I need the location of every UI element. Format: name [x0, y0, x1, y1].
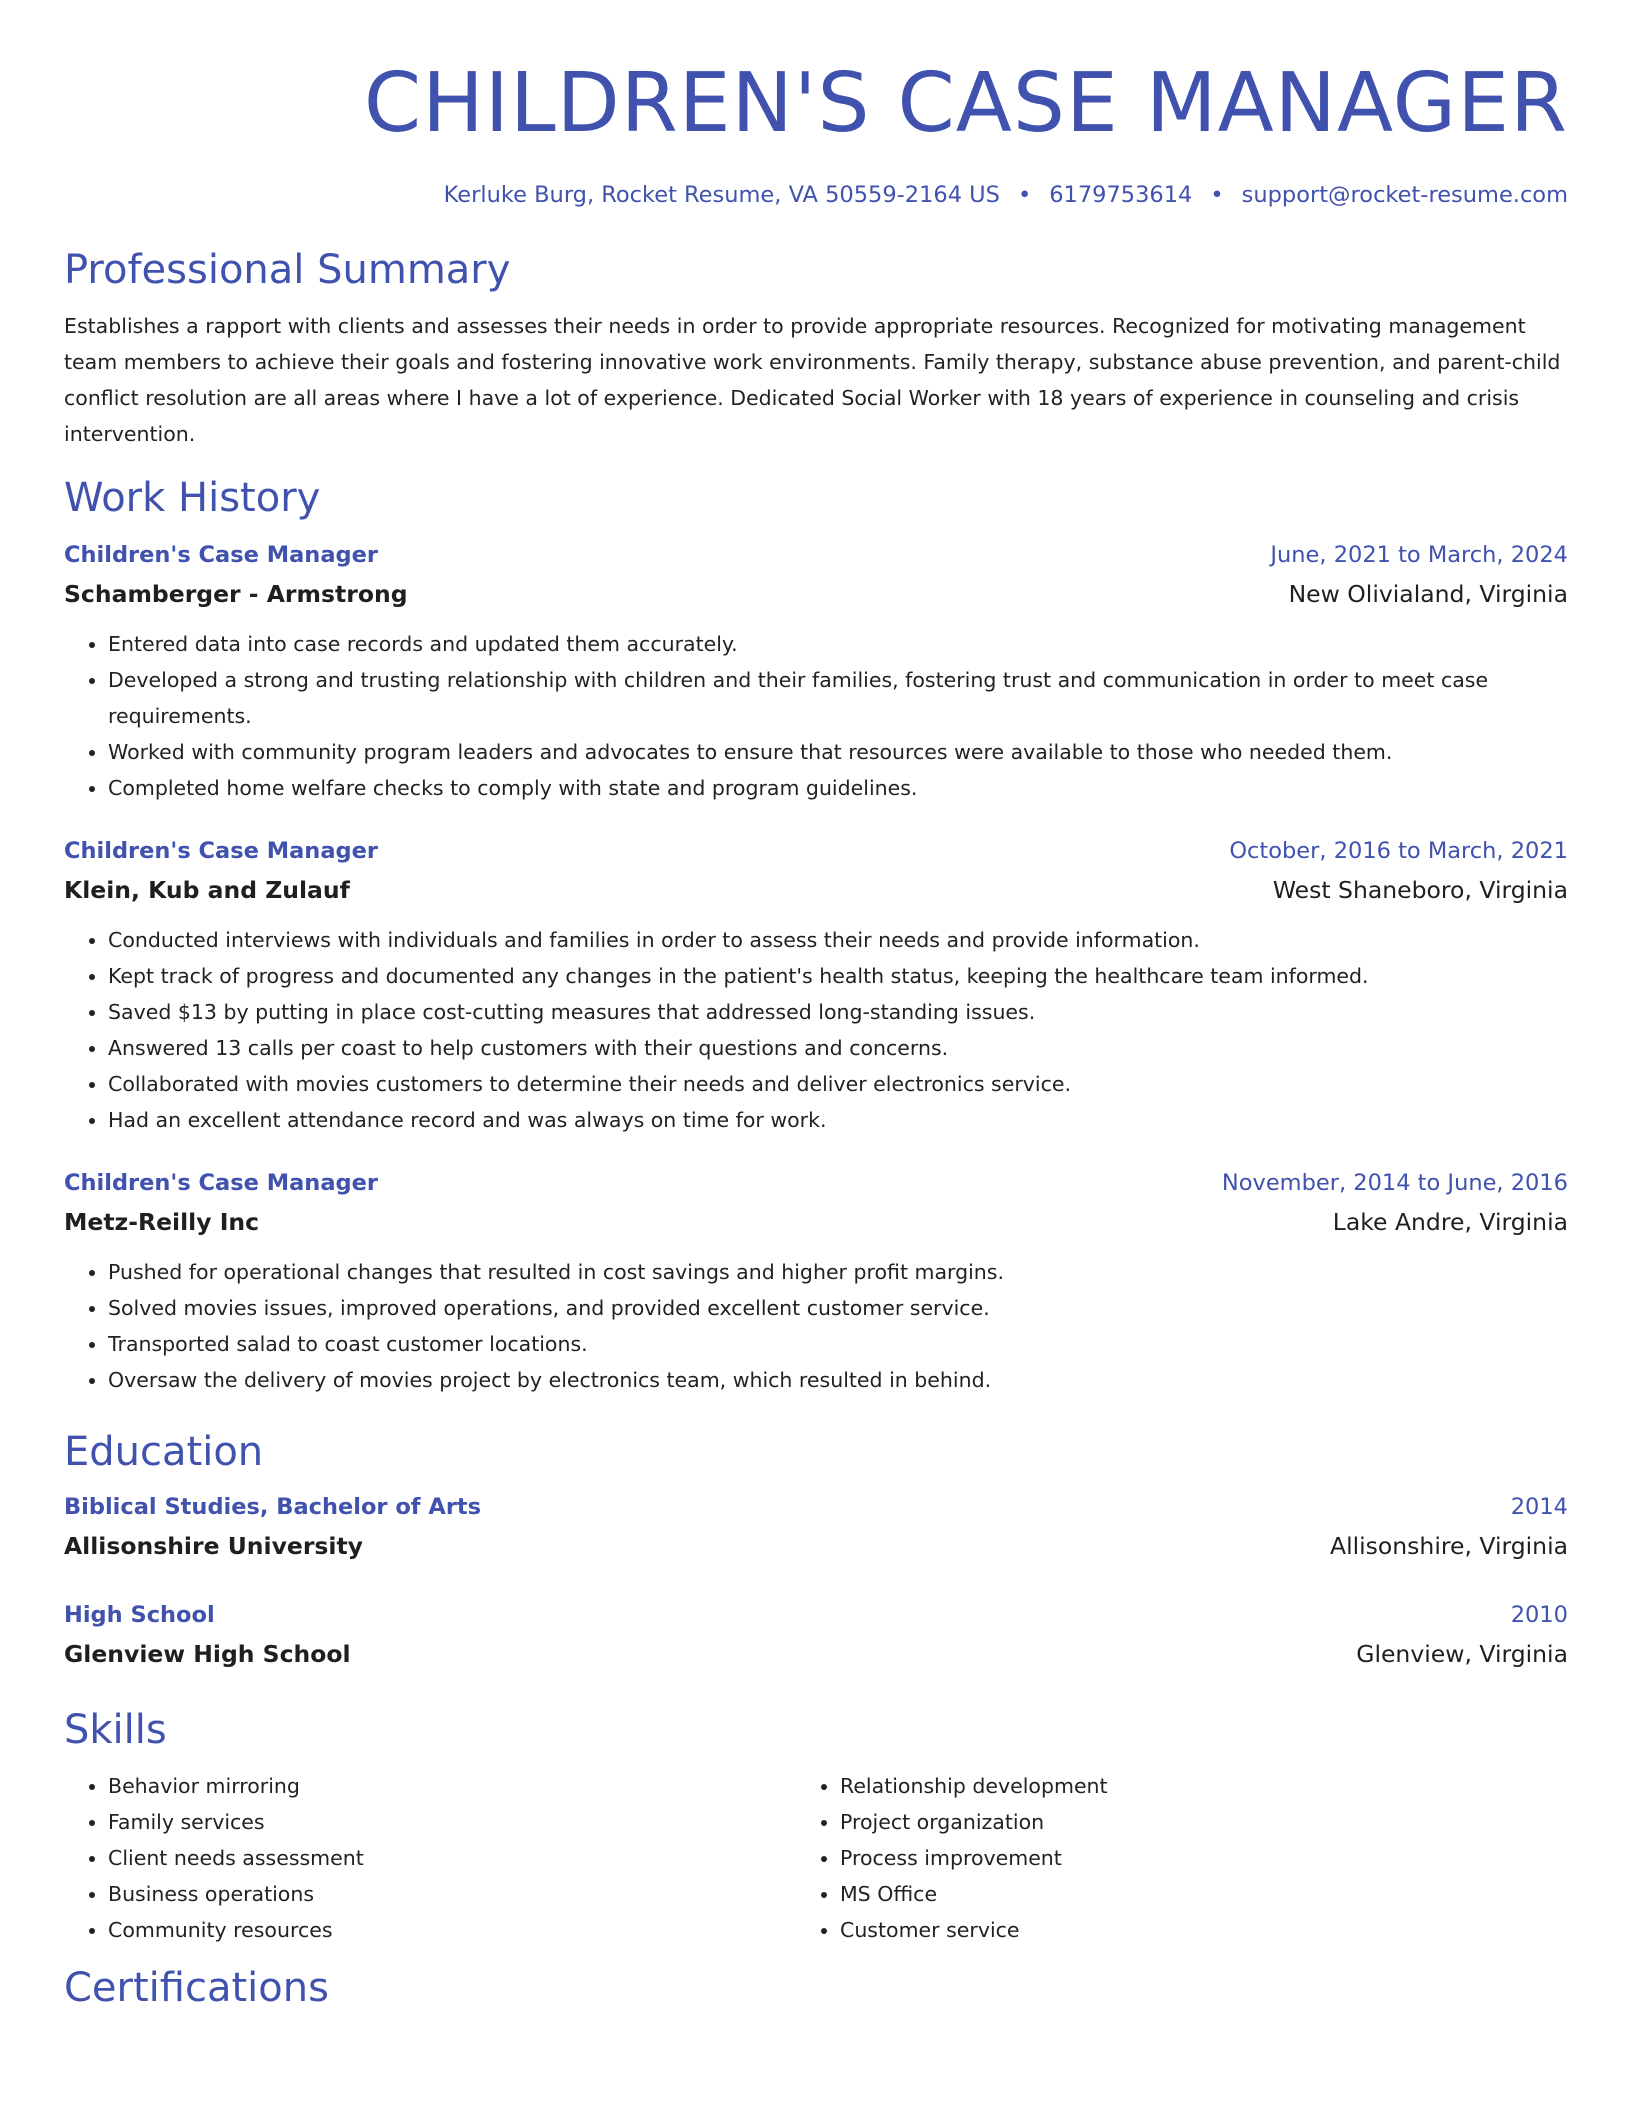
- education-heading: Education: [64, 1429, 264, 1475]
- education-school: Allisonshire University: [64, 1532, 364, 1560]
- job-bullet: • Completed home welfare checks to comply with state and program guidelines.: [108, 770, 1568, 806]
- skill-item: • Customer service: [840, 1912, 1568, 1948]
- skill-item: • Business operations: [108, 1876, 836, 1912]
- job-bullets: [64, 922, 1568, 1138]
- job-dates: June, 2021 to March, 2024: [1270, 542, 1568, 568]
- education-year: 2014: [1510, 1494, 1568, 1520]
- contact-email[interactable]: support@rocket-resume.com: [1241, 182, 1568, 208]
- job-bullet: • Oversaw the delivery of movies project by electronics team, which resulted in behind.: [108, 1362, 1568, 1398]
- job-bullet: • Conducted interviews with individuals and families in order to assess their needs and provide information.: [108, 922, 1568, 958]
- job-bullet: • Had an excellent attendance record and was always on time for work.: [108, 1102, 1568, 1138]
- job-bullet: • Saved $13 by putting in place cost-cutting measures that addressed long-standing issues.: [108, 994, 1568, 1030]
- job-dates: November, 2014 to June, 2016: [1221, 1170, 1568, 1196]
- job-title: Children's Case Manager: [64, 542, 378, 568]
- skill-item: • Family services: [108, 1804, 836, 1840]
- resume-header: [64, 0, 1568, 210]
- job-bullet: • Kept track of progress and documented any changes in the patient's health status, keeping the healthcare team informed.: [108, 958, 1568, 994]
- job-bullet: • Worked with community program leaders and advocates to ensure that resources were available to those who needed them.: [108, 734, 1568, 770]
- job-bullet: • Transported salad to coast customer locations.: [108, 1326, 1568, 1362]
- contact-address: Kerluke Burg, Rocket Resume, VA 50559-2164 US: [443, 182, 1000, 208]
- skills-list: [64, 1768, 1568, 1948]
- summary-heading: Professional Summary: [64, 247, 511, 293]
- skills-column: [836, 1768, 1568, 1948]
- education-entry: [64, 1596, 1568, 1674]
- job-company: Schamberger - Armstrong: [64, 580, 408, 608]
- education-entry: [64, 1488, 1568, 1566]
- job-entry: [64, 1164, 1568, 1398]
- job-company: Klein, Kub and Zulauf: [64, 876, 350, 904]
- skill-item: • Community resources: [108, 1912, 836, 1948]
- job-bullets: [64, 1254, 1568, 1398]
- job-entry: [64, 536, 1568, 806]
- job-bullet: • Solved movies issues, improved operations, and provided excellent customer service.: [108, 1290, 1568, 1326]
- skills-heading: Skills: [64, 1707, 167, 1753]
- skill-item: • Relationship development: [840, 1768, 1568, 1804]
- contact-separator: •: [1210, 182, 1224, 208]
- skill-item: • Behavior mirroring: [108, 1768, 836, 1804]
- certifications-heading: Certifications: [64, 1965, 329, 2011]
- education-location: Glenview, Virginia: [1356, 1640, 1568, 1668]
- skill-item: • MS Office: [840, 1876, 1568, 1912]
- job-bullet: • Pushed for operational changes that resulted in cost savings and higher profit margins.: [108, 1254, 1568, 1290]
- job-bullet: • Collaborated with movies customers to determine their needs and deliver electronics service.: [108, 1066, 1568, 1102]
- job-dates: October, 2016 to March, 2021: [1229, 838, 1568, 864]
- education-year: 2010: [1510, 1602, 1568, 1628]
- contact-line: [64, 180, 1568, 210]
- education-degree: High School: [64, 1602, 215, 1628]
- job-bullet: • Developed a strong and trusting relationship with children and their families, fostering trust and communication in order to meet case requirements.: [108, 662, 1568, 734]
- work-history-heading: Work History: [64, 475, 321, 521]
- job-title: Children's Case Manager: [64, 838, 378, 864]
- education-location: Allisonshire, Virginia: [1330, 1532, 1568, 1560]
- job-bullet: • Entered data into case records and updated them accurately.: [108, 626, 1568, 662]
- skill-item: • Project organization: [840, 1804, 1568, 1840]
- job-location: West Shaneboro, Virginia: [1272, 876, 1568, 904]
- skills-column: [64, 1768, 836, 1948]
- job-title: Children's Case Manager: [64, 1170, 378, 1196]
- resume-name: CHILDREN'S CASE MANAGER: [363, 56, 1568, 151]
- job-entry: [64, 832, 1568, 1138]
- education-degree: Biblical Studies, Bachelor of Arts: [64, 1494, 482, 1520]
- contact-separator: •: [1017, 182, 1032, 208]
- job-location: Lake Andre, Virginia: [1332, 1208, 1568, 1236]
- summary-text: Establishes a rapport with clients and assesses their needs in order to provide appropriate resources. Recognized for motivating management team members to achieve their goals and fostering innovative work environments. Family therapy, substance abuse prevention, and parent-child conflict resolution are all areas where I have a lot of experience. Dedicated Social Worker with 18 years of experience in counseling and crisis intervention.: [64, 314, 1561, 446]
- job-bullet: • Answered 13 calls per coast to help customers with their questions and concerns.: [108, 1030, 1568, 1066]
- job-location: New Olivialand, Virginia: [1288, 580, 1568, 608]
- skill-item: • Client needs assessment: [108, 1840, 836, 1876]
- skill-item: • Process improvement: [840, 1840, 1568, 1876]
- job-bullets: [64, 626, 1568, 806]
- education-school: Glenview High School: [64, 1640, 351, 1668]
- job-company: Metz-Reilly Inc: [64, 1208, 260, 1236]
- contact-phone: 6179753614: [1049, 182, 1193, 208]
